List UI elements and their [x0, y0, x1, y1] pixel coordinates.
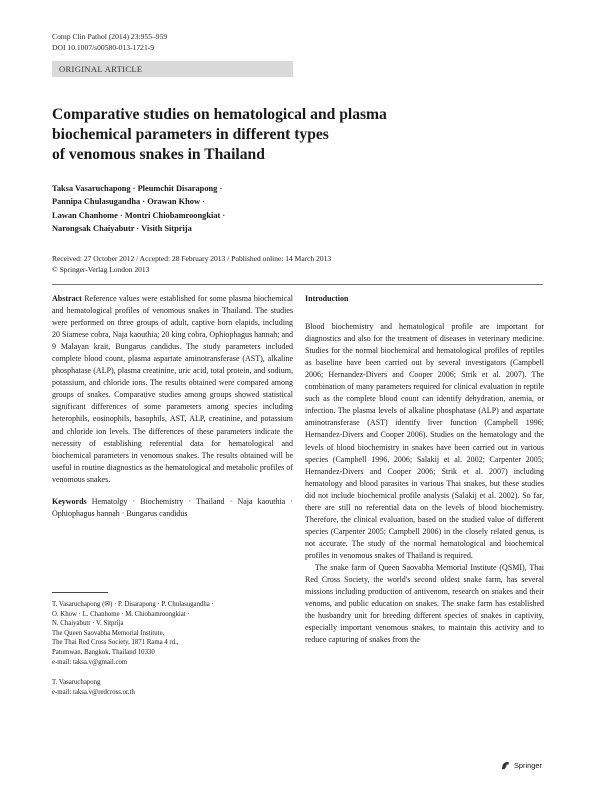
author-line: Pannipa Chulasugandha · Orawan Khow ·: [52, 197, 205, 207]
copyright-line: © Springer-Verlag London 2013: [52, 264, 150, 274]
article-type-banner: ORIGINAL ARTICLE: [52, 61, 293, 77]
abstract: [52, 293, 293, 486]
title-line: of venomous snakes in Thailand: [52, 146, 265, 163]
corresponding-email-link[interactable]: e-mail: taksa.v@redcross.or.th: [52, 688, 135, 696]
affiliation-line: T. Vasaruchapong (✉) · P. Disarapong · P. Chulasugandha ·: [52, 601, 214, 608]
affiliation-line: The Thai Red Cross Society, 1871 Rama 4 rd.,: [52, 639, 179, 647]
affiliation-line: O. Khow · L. Chanhome · M. Chiobamroongkiat ·: [52, 610, 190, 618]
author-list: [52, 182, 472, 236]
corresponding-author: T. Vasaruchapong: [52, 679, 101, 687]
dates-line: Received: 27 October 2012 / Accepted: 28 February 2013 / Published online: 14 March 2013: [52, 254, 332, 263]
abstract-heading: Abstract: [52, 294, 82, 303]
keywords: [52, 496, 293, 520]
left-column: [52, 293, 293, 520]
footnote-divider: [52, 592, 108, 593]
title-line: biochemical parameters in different types: [52, 126, 329, 143]
author-line: Taksa Vasaruchapong · Pleumchit Disarapong ·: [52, 184, 223, 193]
author-line: Narongsak Chaiyabutr · Visith Sitprija: [52, 224, 192, 234]
keywords-text: Hematolgy · Biochemistry · Thailand · Naja kaouthia · Ophiophagus hannah · Bungarus candidus: [52, 496, 294, 518]
paper-title: [52, 105, 472, 165]
affiliation-line: The Queen Saovabha Memorial Institute,: [52, 629, 165, 637]
affiliation-line: N. Chaiyabutr · V. Sitprija: [52, 620, 124, 628]
doi[interactable]: DOI 10.1007/s00580-013-1721-9: [52, 42, 155, 52]
journal-header: [52, 32, 167, 53]
publication-dates: [52, 254, 512, 275]
affiliation-line: Patumwan, Bangkok, Thailand 10330: [52, 648, 155, 656]
abstract-text: Reference values were established for some plasma biochemical and hematological profiles of venomous snakes in Thailand. The studies were performed on three groups of adult, captive born elapids, including 20 Siamese cobra, Naja kaouthia; 20 king cobra, Ophiophagus hannah; and 9 Malayan krait, Bungarus candidus. The study parameters included complete blood count, plasma aspartate aminotransferase (AST), alkaline phosphatase (ALP), plasma creatinine, uric acid, total protein, and sodium, potassium, and chloride ions. The results obtained were compared among groups of snakes. Comparative studies among groups showed statistical significant differences of some parameters among species including heterophils, eosinophils, basophils, AST, ALP, creatinine, and potassium and chloride ion levels. The differences of these parameters indicate the necessity of establishing referential data for hematological and biochemical parameters in venomous snakes. The results obtained will be useful in routine diagnostics as the hematological and metabolic profiles of venomous snakes.: [52, 294, 294, 484]
keywords-heading: Keywords: [52, 496, 87, 506]
publisher-name: Springer: [514, 761, 542, 770]
introduction-paragraph-1: Blood biochemistry and hematological profile are important for diagnostics and also for the treatment of diseases in veterinary medicine. Studies for the normal biochemical and hematological profiles of reptiles as baseline have been carried out by several investigators (Campbell 2006; Hernandez-Divers and Cooper 2006; Strik et al. 2007). The combination of many parameters required for clinical evaluation in reptile such as the complete blood count can identify dehydration, anemia, or infection. The plasma levels of alkaline phosphatase (ALP) and aspartate aminotransferase (AST) identify liver function (Campbell 1996; Hernandez-Divers and Cooper 2006). Studies on the hematology and the levels of blood biochemistry in snakes have been carried out in various species (Campbell 1996, 2006; Salakij et al. 2002; Carpenter 2005; Hernandez-Divers and Cooper 2006; Strik et al. 2007) including hematology and blood parasites in various Thai snakes, but these studies did not include biochemical profile analysis (Salakij et al. 2002). So far, there are still no referential data on the levels of blood biochemistry. Therefore, the clinical evaluation, based on the studied value of different species (Carpenter 2005; Campbell 2006) in the closely related genus, is not accurate. The study of the normal hematological and biochemical profiles in venomous snakes of Thailand is required.: [305, 322, 544, 560]
email-link[interactable]: e-mail: taksa.v@gmail.com: [52, 658, 128, 666]
author-line: Lawan Chanhome · Montri Chiobamroongkiat ·: [52, 210, 226, 220]
right-column: [305, 293, 544, 646]
introduction-paragraph-2: The snake farm of Queen Saovabha Memorial Institute (QSMI), Thai Red Cross Society, the world's second oldest snake farm, has several missions including production of antivenom, research on snakes and their venoms, and public education on snakes. The snake farm has established the husbandry unit for breeding different species of snakes in captivity, especially important venomous snakes, to maintain this activity and to reduce capturing of snakes from the: [305, 562, 544, 645]
header-divider: [52, 284, 543, 285]
affiliations: [52, 600, 293, 697]
title-line: Comparative studies on hematological and plasma: [52, 106, 387, 123]
journal-citation: Comp Clin Pathol (2014) 23:955–959: [52, 32, 168, 41]
introduction-heading: Introduction: [305, 294, 349, 303]
springer-horse-icon: [500, 760, 511, 771]
publisher-logo: [500, 760, 542, 771]
